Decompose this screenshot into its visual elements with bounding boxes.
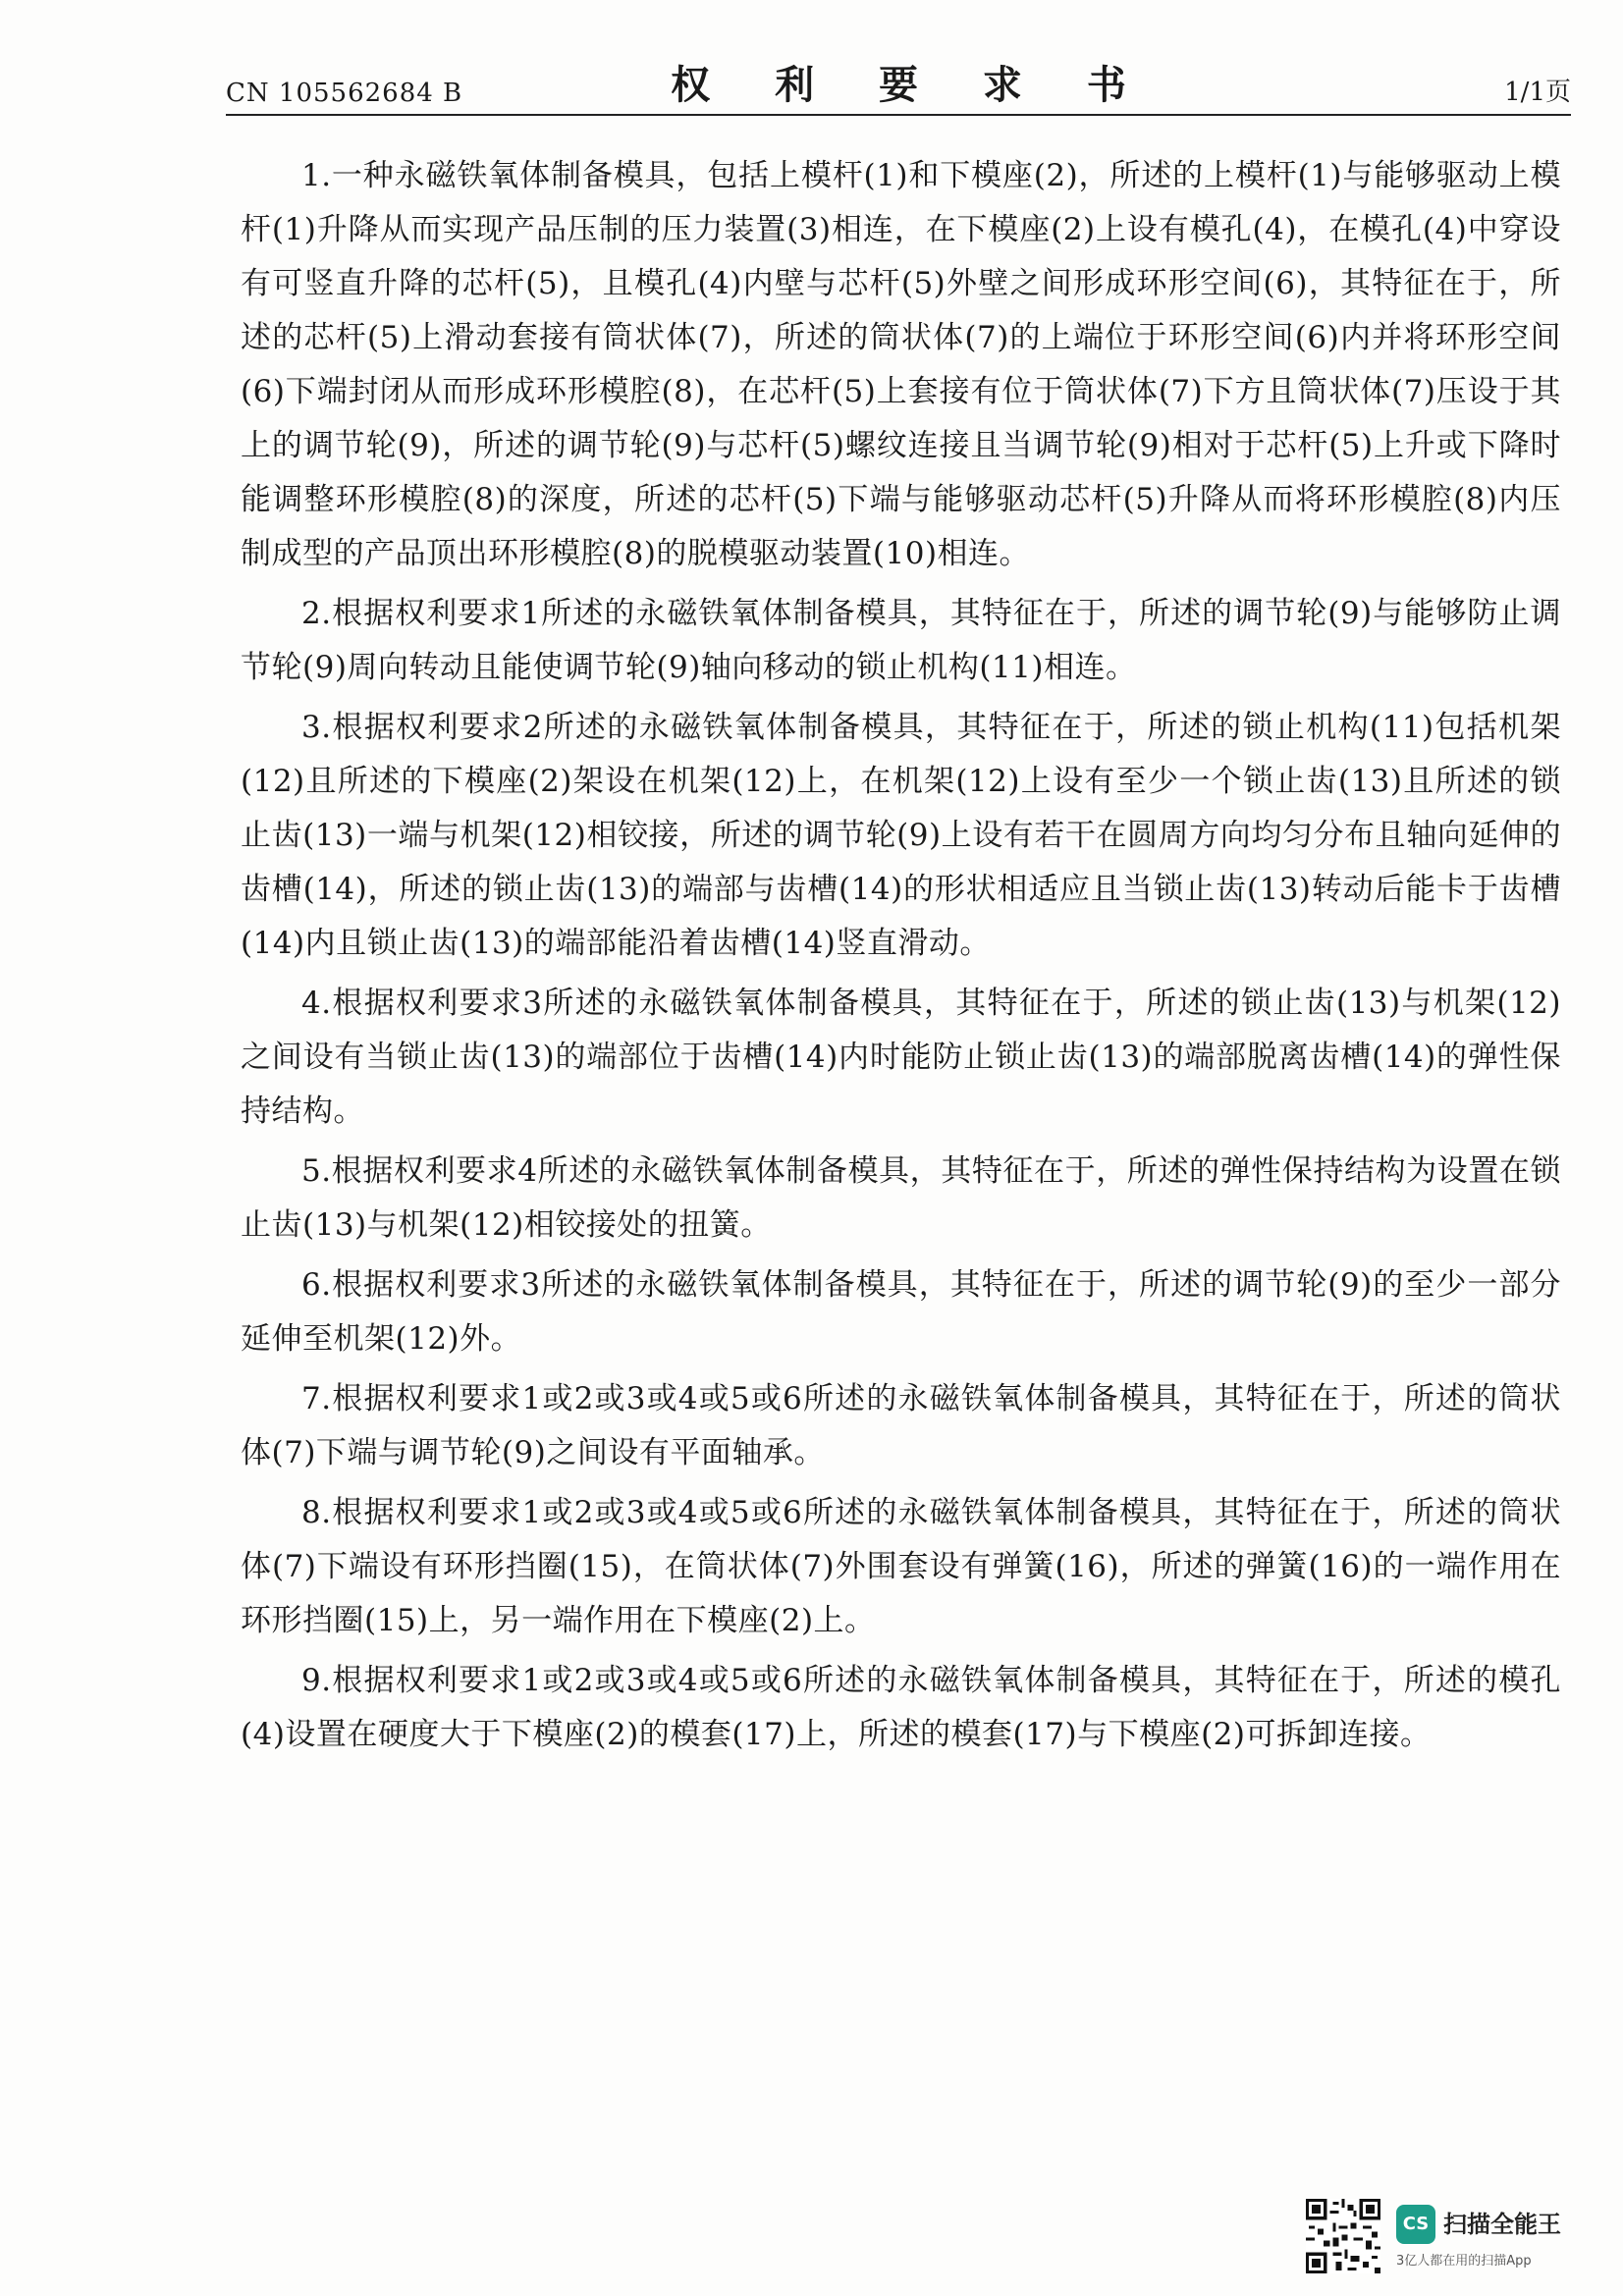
header-divider bbox=[226, 114, 1571, 116]
scanner-tagline: 3亿人都在用的扫描App bbox=[1396, 2254, 1532, 2269]
claim-8: 8.根据权利要求1或2或3或4或5或6所述的永磁铁氧体制备模具，其特征在于，所述的筒状体(7)下端设有环形挡圈(15)，在筒状体(7)外围套设有弹簧(16)，所述的弹簧(16)的一端作用在环形挡圈(15)上，另一端作用在下模座(2)上。 bbox=[241, 1495, 1561, 1638]
claim-2: 2.根据权利要求1所述的永磁铁氧体制备模具，其特征在于，所述的调节轮(9)与能够防止调节轮(9)周向转动且能使调节轮(9)轴向移动的锁止机构(11)相连。 bbox=[241, 596, 1561, 685]
claim-7: 7.根据权利要求1或2或3或4或5或6所述的永磁铁氧体制备模具，其特征在于，所述的筒状体(7)下端与调节轮(9)之间设有平面轴承。 bbox=[241, 1381, 1561, 1470]
page-header bbox=[226, 57, 1571, 116]
claim-6: 6.根据权利要求3所述的永磁铁氧体制备模具，其特征在于，所述的调节轮(9)的至少一部分延伸至机架(12)外。 bbox=[241, 1267, 1561, 1357]
claim-5: 5.根据权利要求4所述的永磁铁氧体制备模具，其特征在于，所述的弹性保持结构为设置在锁止齿(13)与机架(12)相铰接处的扭簧。 bbox=[241, 1153, 1561, 1243]
camscanner-logo-icon: CS bbox=[1396, 2205, 1435, 2244]
claim-9: 9.根据权利要求1或2或3或4或5或6所述的永磁铁氧体制备模具，其特征在于，所述的模孔(4)设置在硬度大于下模座(2)的模套(17)上，所述的模套(17)与下模座(2)可拆卸连接。 bbox=[241, 1663, 1561, 1752]
page-number: 1/1页 bbox=[1504, 78, 1571, 107]
claims-body bbox=[241, 149, 1561, 1768]
scanner-watermark bbox=[1306, 2199, 1600, 2277]
claim-3: 3.根据权利要求2所述的永磁铁氧体制备模具，其特征在于，所述的锁止机构(11)包括机架(12)且所述的下模座(2)架设在机架(12)上，在机架(12)上设有至少一个锁止齿(13)且所述的锁止齿(13)一端与机架(12)相铰接，所述的调节轮(9)上设有若干在圆周方向均匀分布且轴向延伸的齿槽(14)，所述的锁止齿(13)的端部与齿槽(14)的形状相适应且当锁止齿(13)转动后能卡于齿槽(14)内且锁止齿(13)的端部能沿着齿槽(14)竖直滑动。 bbox=[241, 710, 1561, 961]
claim-4: 4.根据权利要求3所述的永磁铁氧体制备模具，其特征在于，所述的锁止齿(13)与机架(12)之间设有当锁止齿(13)的端部位于齿槽(14)内时能防止锁止齿(13)的端部脱离齿槽(14)的弹性保持结构。 bbox=[241, 986, 1561, 1129]
patent-number: CN 105562684 B bbox=[226, 79, 463, 108]
scanner-app-name: 扫描全能王 bbox=[1443, 2211, 1561, 2238]
document-title: 权 利 要 求 书 bbox=[671, 62, 1152, 108]
qr-code-icon bbox=[1306, 2199, 1380, 2273]
claim-1: 1.一种永磁铁氧体制备模具，包括上模杆(1)和下模座(2)，所述的上模杆(1)与能够驱动上模杆(1)升降从而实现产品压制的压力装置(3)相连，在下模座(2)上设有模孔(4)，在模孔(4)中穿设有可竖直升降的芯杆(5)，且模孔(4)内壁与芯杆(5)外壁之间形成环形空间(6)，其特征在于，所述的芯杆(5)上滑动套接有筒状体(7)，所述的筒状体(7)的上端位于环形空间(6)内并将环形空间(6)下端封闭从而形成环形模腔(8)，在芯杆(5)上套接有位于筒状体(7)下方且筒状体(7)压设于其上的调节轮(9)，所述的调节轮(9)与芯杆(5)螺纹连接且当调节轮(9)相对于芯杆(5)上升或下降时能调整环形模腔(8)的深度，所述的芯杆(5)下端与能够驱动芯杆(5)升降从而将环形模腔(8)内压制成型的产品顶出环形模腔(8)的脱模驱动装置(10)相连。 bbox=[241, 158, 1561, 571]
